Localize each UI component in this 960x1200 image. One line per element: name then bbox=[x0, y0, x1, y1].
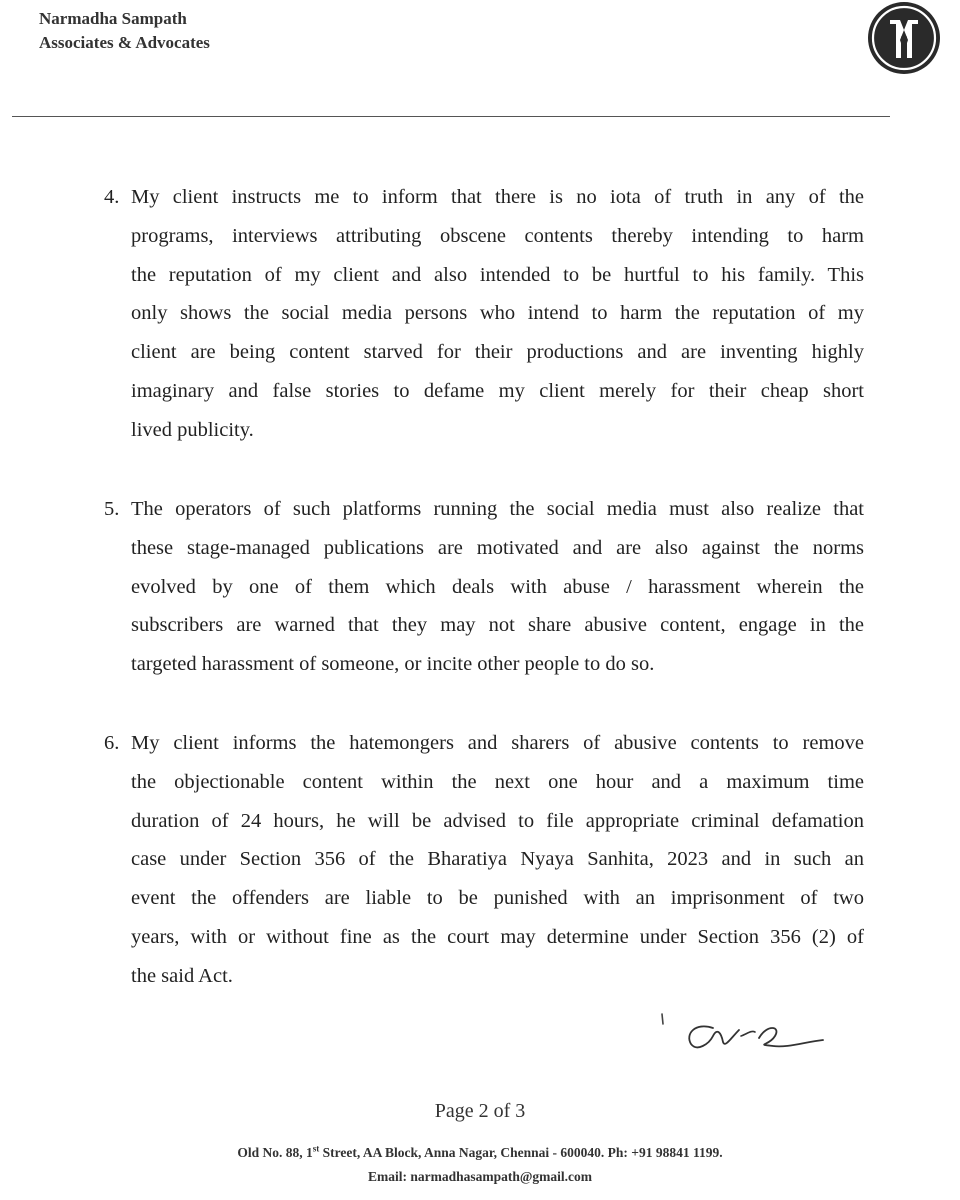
clause-line: client are being content starved for their productions and are inventing highly bbox=[131, 341, 864, 364]
clause-4 bbox=[104, 178, 864, 450]
clause-line: My client informs the hatemongers and sharers of abusive contents to remove bbox=[131, 732, 864, 754]
address-suffix: Street, AA Block, Anna Nagar, Chennai - 600040. Ph: +91 98841 1199. bbox=[319, 1145, 723, 1160]
advocate-emblem-icon bbox=[866, 0, 942, 76]
firm-subtitle: Associates & Advocates bbox=[39, 33, 210, 52]
clause-line: imaginary and false stories to defame my client merely for their cheap short bbox=[131, 379, 864, 402]
clause-6 bbox=[104, 724, 864, 996]
header-divider bbox=[12, 116, 890, 117]
clause-line: My client instructs me to inform that there is no iota of truth in any of the bbox=[131, 186, 864, 208]
clause-line: The operators of such platforms running the social media must also realize that bbox=[131, 498, 864, 520]
clause-line: subscribers are warned that they may not share abusive content, engage in the bbox=[131, 614, 864, 637]
footer-address bbox=[0, 1141, 960, 1189]
address-line bbox=[0, 1141, 960, 1165]
clause-5 bbox=[104, 490, 864, 684]
clause-line: programs, interviews attributing obscene contents thereby intending to harm bbox=[131, 224, 864, 247]
clause-line: the reputation of my client and also intended to be hurtful to his family. This bbox=[131, 263, 864, 286]
clause-line: these stage-managed publications are motivated and are also against the norms bbox=[131, 536, 864, 559]
clause-line: only shows the social media persons who intend to harm the reputation of my bbox=[131, 302, 864, 325]
email-line: Email: narmadhasampath@gmail.com bbox=[367, 1169, 593, 1184]
clause-line: the said Act. bbox=[131, 964, 233, 987]
clause-line: years, with or without fine as the court may determine under Section 356 (2) of bbox=[131, 925, 864, 948]
letterhead-firm bbox=[39, 7, 210, 55]
clause-line: lived publicity. bbox=[131, 418, 254, 441]
clause-number: 6. bbox=[104, 732, 120, 754]
clause-line: the objectionable content within the next one hour and a maximum time bbox=[131, 770, 864, 793]
clause-number: 5. bbox=[104, 498, 120, 520]
clause-line: duration of 24 hours, he will be advised to file appropriate criminal defamation bbox=[131, 809, 864, 832]
clause-line: targeted harassment of someone, or incite other people to do so. bbox=[131, 653, 655, 676]
clause-line: event the offenders are liable to be punished with an imprisonment of two bbox=[131, 887, 864, 910]
clause-number: 4. bbox=[104, 186, 120, 208]
address-prefix: Old No. 88, 1 bbox=[237, 1145, 313, 1160]
firm-name: Narmadha Sampath bbox=[39, 9, 187, 28]
signature bbox=[655, 1006, 835, 1056]
page-number: Page 2 of 3 bbox=[434, 1100, 526, 1122]
clause-line: evolved by one of them which deals with abuse / harassment wherein the bbox=[131, 575, 864, 598]
address-ordinal: st bbox=[312, 1143, 320, 1154]
clause-line: case under Section 356 of the Bharatiya Nyaya Sanhita, 2023 and in such an bbox=[131, 848, 864, 871]
